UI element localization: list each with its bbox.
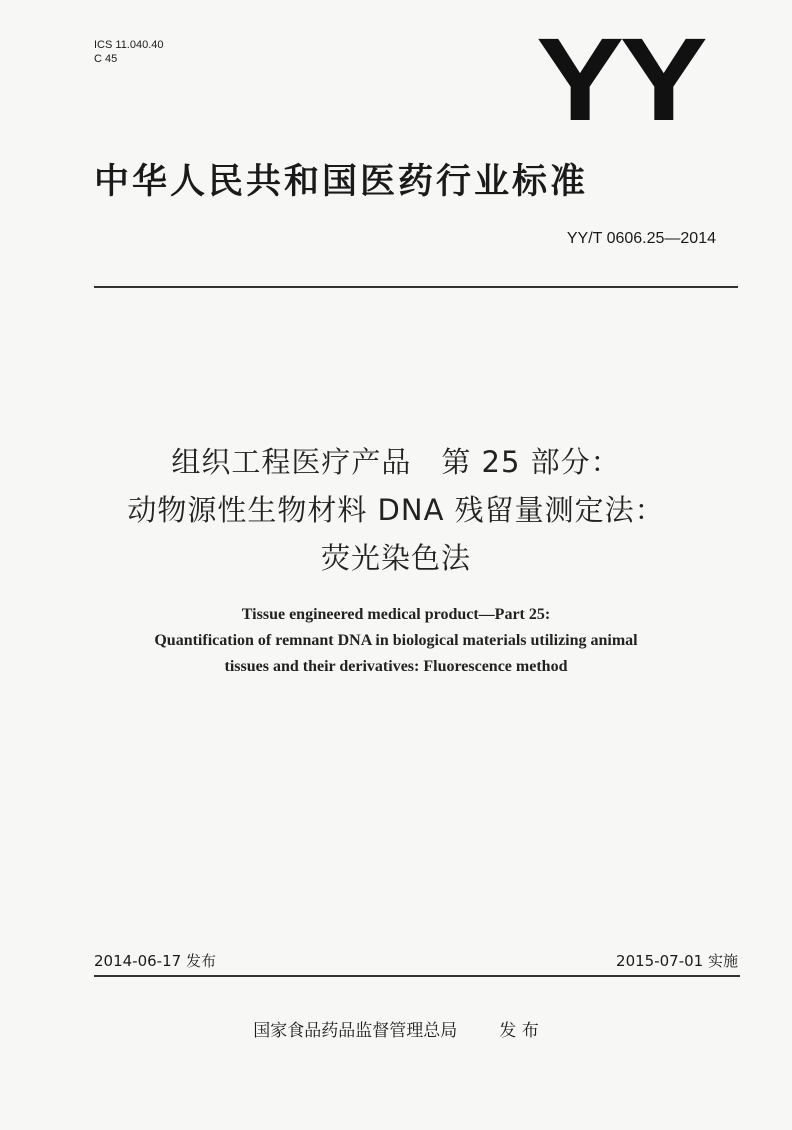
implementation-date: 2015-07-01 实施 (616, 952, 738, 970)
english-title-line-2: Quantification of remnant DNA in biological materials utilizing animal (154, 632, 638, 649)
standard-title: 中华人民共和国医药行业标准 (94, 162, 589, 202)
chinese-title-line-1: 组织工程医疗产品 第 25 部分： (171, 445, 621, 479)
yy-logo: YY (536, 14, 704, 146)
ics-code: ICS 11.040.40 (94, 39, 164, 51)
ics-classification (94, 38, 164, 66)
chinese-title-line-2: 动物源性生物材料 DNA 残留量测定法： (127, 493, 665, 527)
top-divider (94, 286, 738, 288)
issue-action: 发 布 (499, 1021, 539, 1041)
ccs-code: C 45 (94, 53, 118, 65)
issue-date: 2014-06-17 发布 (94, 952, 216, 970)
bottom-divider (94, 975, 740, 977)
english-title-line-3: tissues and their derivatives: Fluorescence method (224, 658, 568, 675)
chinese-title-line-3: 荧光染色法 (320, 541, 471, 575)
issuing-authority: 国家食品药品监督管理总局 (253, 1021, 458, 1041)
english-title-line-1: Tissue engineered medical product—Part 25: (241, 606, 551, 623)
standard-code: YY/T 0606.25—2014 (566, 230, 716, 247)
issuer-line (0, 1016, 792, 1041)
